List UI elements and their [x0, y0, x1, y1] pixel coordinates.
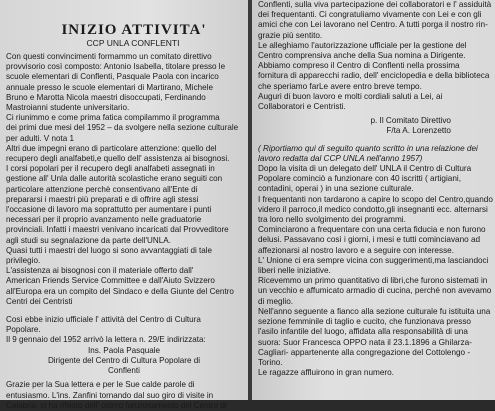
text-line: Ricevemmo un primo quantitativo di libri,che furono sistemati in	[258, 276, 488, 286]
text-line: dei primi due mesi del 1952 – da svolgere nella sezione culturale	[6, 123, 239, 133]
text-line: privilegio.	[6, 256, 41, 266]
text-line: Centri dei Centristi	[6, 296, 73, 306]
left-body-paragraphs	[6, 52, 242, 307]
text-line: Grazie per la Sua lettera e per le Sue calde parole di	[6, 380, 195, 390]
text-line: Torino.	[258, 357, 283, 367]
text-line: Auguri di buon lavoro e molti cordiali saluti a Lei, ai	[258, 91, 443, 101]
text-line: annuale presso le scuole elementari di Martirano, Michele	[6, 82, 213, 92]
text-line: ( Riportiamo qui di seguito quanto scritto in una relazione dei	[258, 143, 478, 153]
text-line: scuole elementari di Conflenti, Pasquale Paola con incarico	[6, 72, 219, 82]
signature-line: p. Il Comitato Direttivo	[370, 116, 451, 126]
text-line: videro il parroco,il medico condotto,gli insegnanti ecc. alternarsi	[258, 204, 488, 214]
text-line: affezionarsi al nostro lavoro e a seguire con interesse.	[258, 245, 455, 255]
text-line: all'Europa era un compito del Sindaco e della Giunte del Centro	[6, 286, 234, 296]
text-line: gestione all' Unla dalle autorità scolastiche erano seguiti con	[6, 174, 223, 184]
text-line: Le ragazze affluirono in gran numero.	[258, 368, 394, 378]
text-line: Quasi tutti i maestri del luogo si sono avvantaggiati di tale	[6, 245, 213, 255]
text-line: recupero degli analfabeti,e quello dell' assistenza ai bisognosi.	[6, 154, 230, 164]
text-line: amici che con Lei lavorano nel Centro. A tutti porga il nostro rin-	[258, 20, 488, 30]
text-line: Calabria, ci ha riferito dell' ottimo funzionamento del Centro di	[6, 400, 227, 410]
address-line: Ins. Paola Pasquale	[88, 345, 160, 355]
text-line: Mastroianni studente universitario.	[6, 103, 130, 113]
text-line: Con questi convincimenti formammo un comitato direttivo	[6, 52, 212, 61]
text-line: Conflenti, sulla viva partecipazione dei collaboratori e l' assiduità	[258, 0, 492, 9]
text-line: lavoro redatta dal CCP UNLA nell'anno 1957)	[258, 153, 423, 163]
address-line: Dirigente del Centro di Cultura Popolare di	[47, 355, 201, 365]
text-line: che speriamo farLe avere entro breve tempo.	[258, 81, 422, 91]
text-line: Collaboratori e Centristi.	[258, 102, 346, 112]
letter-body	[6, 380, 242, 411]
text-line: Popolare cominciò a funzionare con 40 iscritti ( artigiani,	[258, 174, 461, 184]
text-line: tra loro nello svolgimento dei programmi.	[258, 215, 406, 225]
text-line: Dopo la visita di un delegato dell' UNLA il Centro di Cultura	[258, 164, 472, 174]
text-line: sezione femminile di taglio e cucito, che funzionava presso	[258, 317, 471, 327]
text-line: Cagliari- appartenente alla congregazione del Cottolengo -	[258, 347, 471, 357]
report-body	[258, 164, 491, 378]
left-page	[0, 0, 248, 410]
text-line: Centro comprensiva anche della Sua nomina a Dirigente.	[258, 51, 466, 61]
text-line: fornitura di apparecchi radio, dell' enciclopedia e della biblioteca	[258, 71, 490, 81]
letter-continuation	[258, 0, 491, 112]
text-line: Il 9 gennaio del 1952 arrivò la lettera n. 29/E indirizzata:	[6, 335, 206, 345]
text-line: provinciali. Infatti i maestri venivano incaricati dal Provveditore	[6, 225, 229, 235]
text-line: entusiasmo. L'ins. Zanfini tornando dal suo giro di visite in	[6, 390, 214, 400]
text-line: suora: Suor Francesca OPPO nata il 23.1.1896 a Ghilarza-	[258, 337, 472, 347]
text-line: Cominciarono a frequentare con una certa fiducia e non furono	[258, 225, 486, 235]
text-line: necessari per il proprio avanzamento nelle graduatorie	[6, 215, 202, 225]
right-page	[252, 0, 495, 400]
text-line: Così ebbe inizio ufficiale l' attività del Centro di Cultura	[6, 315, 201, 325]
text-line: Bruno e Marotta Nicola maestri disoccupati, Ferdinando	[6, 92, 206, 102]
page-subtitle: CCP UNLA CONFLENTI	[86, 38, 180, 48]
text-line: un vecchio e affumicato armadio di cucina, perché non avevamo	[258, 286, 492, 296]
text-line: dei frequentanti. Ci congratuliamo vivamente con Lei e con gli	[258, 10, 482, 20]
text-line: provvisorio così composto: Antonio Isabella, titolare presso le	[6, 62, 226, 72]
text-line: Le alleghiamo l'autorizzazione ufficiale per la gestione del	[258, 40, 467, 50]
letter-address	[6, 346, 242, 377]
text-line: Ci riunimmo e come prima fatica compilammo il programma	[6, 113, 220, 123]
text-line: per adulti. V nota 1	[6, 133, 74, 143]
text-line: Abbiamo compreso il Centro di Conflenti nella prossima	[258, 61, 460, 71]
letter-intro	[6, 315, 242, 346]
text-line: Popolare.	[6, 325, 41, 335]
text-line: agli studi su segnalazione da parte dell'UNLA.	[6, 235, 171, 245]
text-line: liberi nelle iniziative.	[258, 266, 331, 276]
text-line: di meglio.	[258, 296, 294, 306]
signature-line: F/ta A. Lorenzetto	[386, 126, 451, 136]
text-line: l'occasione di lavoro ma soprattutto per aumentare i punti	[6, 205, 212, 215]
page-title: INIZIO ATTIVITA'	[61, 22, 207, 38]
text-line: Altri due impegni erano di particolare attenzione: quello del	[6, 143, 217, 153]
text-line: I corsi popolari per il recupero degli analfabeti assegnati in	[6, 164, 215, 174]
letter-signature	[258, 116, 491, 136]
text-line: l'asilo infantile del luogo, affidata alla responsabilità di una	[258, 327, 468, 337]
text-line: contadini, operai ) in una sezione culturale.	[258, 184, 414, 194]
text-line: prepararsi i maestri più preparati e di offrire agli stessi	[6, 194, 199, 204]
text-line: particolare attenzione perchè consentivano all'Ente di	[6, 184, 198, 194]
text-line: L'assistenza ai bisognosi con il materiale offerto dall'	[6, 266, 194, 276]
address-line: Conflenti	[108, 366, 140, 376]
text-line: American Friends Service Committee e dall'Aiuto Svizzero	[6, 276, 215, 286]
text-line: Nell'anno seguente a fianco alla sezione culturale fu istituita una	[258, 306, 491, 316]
text-line: grazie più sentito.	[258, 30, 323, 40]
text-line: I frequentanti non tardarono a capire lo scopo del Centro,quando	[258, 194, 493, 204]
text-line: delusi. Passavano così i giorni, i mesi e tutti cominciavano ad	[258, 235, 481, 245]
text-line: L' Unione ci era sempre vicina con suggerimenti,ma lasciandoci	[258, 255, 489, 265]
report-note	[258, 144, 491, 164]
